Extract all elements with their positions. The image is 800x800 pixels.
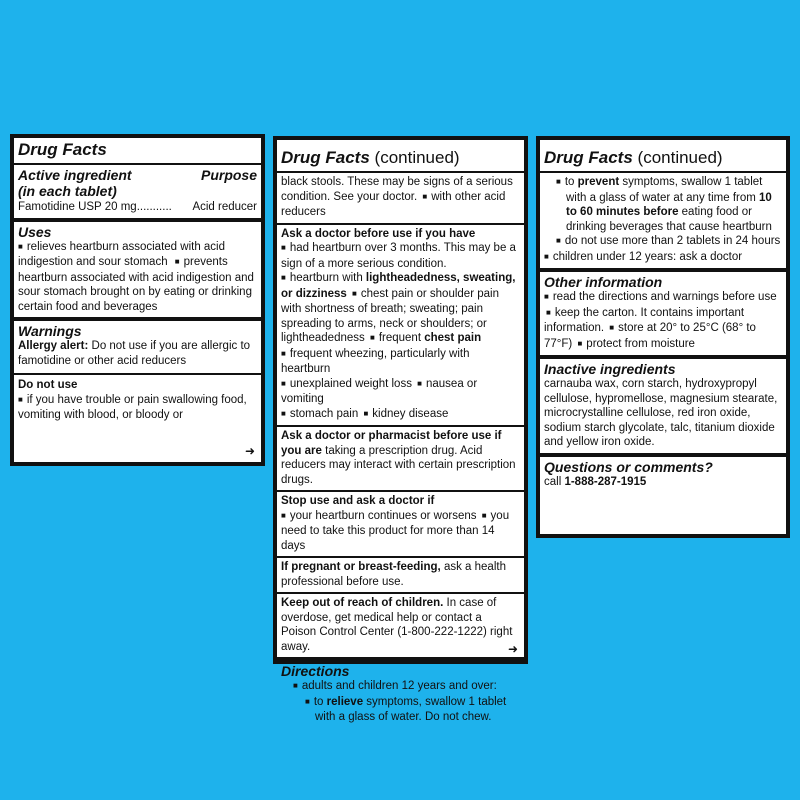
bullet-icon: [281, 378, 290, 390]
ask-pharmacist-text: taking a prescription drug. Acid reducers may interact with certain prescription drugs.: [281, 444, 516, 486]
ask-doctor-item: heartburn with: [289, 272, 366, 284]
allergy-alert-label: Allergy alert:: [18, 340, 89, 352]
warnings-continued-text: black stools. These may be signs of a serious condition. See your doctor.: [281, 176, 513, 203]
directions-item: symptoms, swallow 1 tablet with a glass of water at any time from: [566, 176, 763, 204]
inactive-ingredients-heading: Inactive ingredients: [544, 361, 676, 377]
bullet-icon: [546, 307, 555, 319]
continued-label: (continued): [374, 148, 460, 167]
bullet-icon: [363, 408, 372, 420]
leader-dots: ...........: [136, 201, 172, 213]
keep-out-label: Keep out of reach of children.: [281, 597, 444, 609]
ask-doctor-item-bold: lightheadedness, sweating, or dizziness: [281, 272, 516, 300]
bullet-icon: [352, 288, 361, 300]
ask-doctor-item: kidney disease: [372, 407, 449, 420]
pregnant-section: [277, 558, 524, 594]
bullet-icon: [422, 191, 431, 203]
directions-item: do not use more than 2 tablets in 24 hours: [564, 235, 781, 247]
ask-doctor-item: frequent wheezing, particularly with heartburn: [281, 347, 470, 375]
bullet-icon: [577, 338, 586, 350]
ask-doctor-item: unexplained weight loss: [289, 377, 412, 390]
bullet-icon: [417, 378, 426, 390]
uses-text-2: prevents heartburn associated with acid indigestion and sour stomach brought on by eating or drinking certain food and beverages: [18, 256, 254, 313]
directions-item-bold: prevent: [577, 176, 620, 188]
panel-header: [14, 138, 261, 165]
stop-use-item: you need to take this product for more than 14 days: [281, 509, 510, 552]
panel-title: Drug Facts (continued): [544, 148, 723, 167]
in-each-tablet-label: (in each tablet): [18, 183, 117, 199]
bullet-icon: [281, 348, 290, 360]
other-info-heading: Other information: [544, 274, 663, 290]
directions-item-bold: 10 to 60 minutes before: [566, 191, 772, 218]
ask-doctor-item: nausea or vomiting: [281, 377, 478, 405]
directions-item: to: [313, 695, 327, 708]
other-info-item: keep the carton. It contains important information.: [544, 306, 745, 334]
warnings-continued-text-2: with other acid reducers: [281, 190, 506, 218]
uses-section: [14, 222, 261, 322]
inactive-ingredients-text: carnauba wax, corn starch, hydroxypropyl cellulose, hypromellose, magnesium stearate, microcrystalline cellulose, red iron oxide, sodium starch glycolate, talc, titanium dioxide and yellow iron oxide.: [544, 378, 778, 448]
keep-out-section: [277, 594, 524, 661]
directions-item: adults and children 12 years and over:: [301, 680, 497, 692]
ask-doctor-item: frequent: [378, 332, 425, 344]
phone-number: 1-888-287-1915: [564, 475, 647, 488]
other-info-item: read the directions and warnings before use: [552, 291, 777, 303]
ask-pharmacist-section: [277, 427, 524, 492]
bullet-icon: [556, 235, 565, 247]
warnings-continued: [277, 173, 524, 225]
ask-doctor-item: had heartburn over 3 months. This may be a sign of a more serious condition.: [281, 242, 516, 270]
call-label: call: [544, 475, 565, 488]
keep-out-text: In case of overdose, get medical help or contact a Poison Control Center (1-800-222-1222) right away.: [281, 597, 513, 653]
ask-doctor-item-bold: chest pain: [424, 332, 482, 344]
bullet-icon: [482, 510, 491, 522]
stop-use-heading: Stop use and ask a doctor if: [281, 495, 435, 507]
bullet-icon: [293, 680, 302, 692]
uses-heading: Uses: [18, 223, 52, 240]
questions-heading: Questions or comments?: [544, 458, 713, 475]
other-info-item: store at 20° to 25°C (68° to 77°F): [544, 322, 756, 350]
inactive-ingredients-section: [540, 359, 786, 457]
other-info-item: protect from moisture: [586, 337, 695, 350]
directions-item-bold: relieve: [326, 695, 364, 708]
stop-use-item: your heartburn continues or worsens: [289, 509, 477, 522]
active-ingredient-heading: Active ingredient: [18, 167, 132, 183]
directions-item: eating food or drinking beverages that cause heartburn: [566, 206, 772, 233]
bullet-icon: [175, 256, 184, 268]
bullet-icon: [305, 696, 314, 708]
bullet-icon: [370, 332, 379, 344]
panel-header: [277, 140, 524, 173]
other-info-section: [540, 272, 786, 359]
bullet-icon: [18, 394, 27, 406]
ask-doctor-section: [277, 225, 524, 428]
panel-header: [540, 140, 786, 173]
ask-pharmacist-heading: Ask a doctor or pharmacist before use if you are: [281, 430, 502, 457]
directions-item: to: [564, 176, 578, 188]
ask-doctor-item: stomach pain: [289, 407, 359, 420]
continue-arrow-icon: ➜: [507, 642, 518, 656]
directions-heading: Directions: [281, 663, 350, 679]
bullet-icon: [609, 322, 618, 334]
allergy-alert-text: Do not use if you are allergic to famotidine or other acid reducers: [18, 340, 251, 367]
ask-doctor-heading: Ask a doctor before use if you have: [281, 227, 476, 240]
ask-doctor-item: chest pain or shoulder pain with shortness of breath; sweating; pain spreading to arms, neck or shoulders; or lightheadedness: [281, 287, 499, 344]
purpose-value: Acid reducer: [192, 201, 257, 213]
bullet-icon: [281, 242, 290, 254]
directions-section: [277, 661, 524, 728]
directions-item: children under 12 years: ask a doctor: [552, 250, 743, 263]
drug-facts-panel-1: [10, 134, 265, 466]
questions-section: [540, 457, 786, 493]
continued-label: (continued): [637, 148, 723, 167]
bullet-icon: [544, 251, 553, 263]
do-not-use-text: if you have trouble or pain swallowing food, vomiting with blood, or bloody or: [18, 393, 247, 421]
purpose-heading: Purpose: [200, 167, 257, 183]
warnings-section: [14, 321, 261, 426]
directions-item: symptoms, swallow 1 tablet with a glass of water. Do not chew.: [315, 695, 507, 723]
bullet-icon: [281, 408, 290, 420]
uses-text-1: relieves heartburn associated with acid indigestion and sour stomach: [18, 240, 226, 268]
drug-facts-panel-3: [536, 136, 790, 538]
warnings-heading: Warnings: [18, 323, 82, 339]
bullet-icon: [556, 176, 565, 188]
continue-arrow-icon: ➜: [244, 444, 255, 458]
panel-title: Drug Facts (continued): [281, 148, 460, 167]
active-ingredient-section: [14, 165, 261, 222]
panel-title: Drug Facts: [18, 140, 107, 159]
directions-continued: [540, 173, 786, 272]
bullet-icon: [544, 291, 553, 303]
drug-facts-panel-2: [273, 136, 528, 723]
stop-use-section: [277, 492, 524, 558]
do-not-use-heading: Do not use: [18, 379, 78, 391]
bullet-icon: [281, 272, 290, 284]
bullet-icon: [281, 510, 290, 522]
pregnant-label: If pregnant or breast-feeding,: [281, 561, 441, 573]
bullet-icon: [18, 241, 27, 253]
pregnant-text: ask a health professional before use.: [281, 561, 506, 588]
ingredient-name: Famotidine USP 20 mg: [18, 201, 137, 213]
